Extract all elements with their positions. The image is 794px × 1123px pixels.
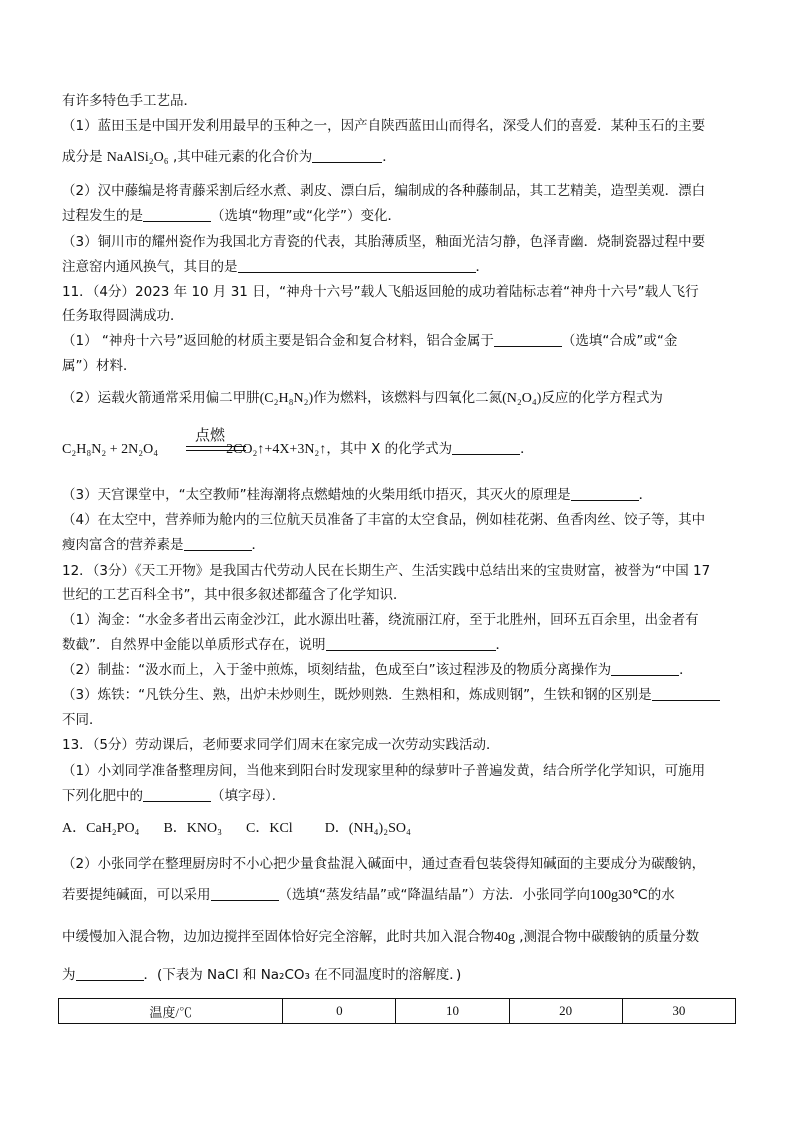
question-12-cont: 世纪的工艺百科全书”，其中很多叙述都蕴含了化学知识． xyxy=(62,587,407,603)
question-12-2: （2）制盐：“汲水而上，入于釜中煎炼，顷刻结盐，色成至白”该过程涉及的物质分离操作为 ． xyxy=(62,662,693,678)
question-11-1-cont: 属”）材料． xyxy=(62,358,137,374)
question-13-2-cont3: 为 ．(下表为 NaCl 和 Na₂CO₃ 在不同温度时的溶解度．) xyxy=(62,967,462,983)
answer-blank[interactable] xyxy=(238,258,476,273)
question-13-2-cont2: 中缓慢加入混合物，边加边搅拌至固体恰好完全溶解，此时共加入混合物40g ,测混合物中碳酸钠的质量分数 xyxy=(62,929,700,945)
table-header-cell: 温度/℃ xyxy=(59,999,283,1024)
question-11-4: （4）在太空中，营养师为舱内的三位航天员准备了丰富的太空食品，例如桂花粥、鱼香肉丝、饺子等，其中 xyxy=(62,512,706,528)
question-11-2: （2）运载火箭通常采用偏二甲肼(C₂H₈N₂)作为燃料，该燃料与四氧化二氮(N₂O₄)反应的化学方程式为 xyxy=(62,390,663,406)
question-11-cont: 任务取得圆满成功． xyxy=(62,308,184,324)
formula-n2o4: (N₂O₄) xyxy=(502,391,542,406)
question-13-1: （1）小刘同学准备整理房间，当他来到阳台时发现家里种的绿萝叶子普遍发黄，结合所学化学知识，可施用 xyxy=(62,763,706,779)
formula-nalsio: NaAlSi₂O₆ xyxy=(106,150,169,165)
question-10-2: （2）汉中藤编是将青藤采割后经水煮、剥皮、漂白后，编制成的各种藤制品，其工艺精美，造型美观．漂白 xyxy=(62,183,706,199)
answer-blank[interactable] xyxy=(494,332,562,347)
answer-blank[interactable] xyxy=(211,886,279,901)
question-11-1: （1） “神舟十六号”返回舱的材质主要是铝合金和复合材料，铝合金属于 （选填“合成”或“金 xyxy=(62,333,678,349)
answer-options xyxy=(62,820,411,838)
table-header-cell: 30 xyxy=(622,999,735,1024)
table-header-cell: 20 xyxy=(509,999,622,1024)
answer-blank[interactable] xyxy=(652,686,720,701)
formula-c2h8n2: (C₂H₈N₂) xyxy=(259,391,314,406)
chemical-equation: C₂H₈N₂ + 2N₂O₄ 2CO₂↑+4X+3N₂↑，其中 X 的化学式为 ． xyxy=(62,441,534,457)
question-10-2-cont: 过程发生的是 （选填“物理”或“化学”）变化． xyxy=(62,208,401,224)
question-10-1-cont: 成分是 NaAlSi₂O₆ ,其中硅元素的化合价为 ． xyxy=(62,149,396,165)
reaction-condition: 点燃 xyxy=(195,426,226,444)
answer-blank[interactable] xyxy=(452,440,520,455)
option-d[interactable]: D．(NH₄)₂SO₄ xyxy=(324,821,411,836)
answer-blank[interactable] xyxy=(76,966,144,981)
answer-blank[interactable] xyxy=(571,486,639,501)
question-10-3: （3）铜川市的耀州瓷作为我国北方青瓷的代表，其胎薄质坚，釉面光洁匀静，色泽青幽．烧制瓷器过程中要 xyxy=(62,234,706,250)
answer-blank[interactable] xyxy=(143,207,211,222)
question-12-1-cont: 数截”．自然界中金能以单质形式存在，说明 ． xyxy=(62,637,509,653)
question-11-4-cont: 瘦肉富含的营养素是 ． xyxy=(62,537,265,553)
question-12-1: （1）淘金：“水金多者出云南金沙江，此水源出吐蕃，绕流丽江府，至于北胜州，回环五百余里，出金者有 xyxy=(62,612,699,628)
solubility-table xyxy=(58,998,736,1024)
table-row xyxy=(59,999,736,1024)
question-13-2: （2）小张同学在整理厨房时不小心把少量食盐混入碱面中，通过查看包装袋得知碱面的主要成分为碳酸钠， xyxy=(62,856,706,872)
answer-blank[interactable] xyxy=(143,787,211,802)
question-10-3-cont: 注意窑内通风换气，其目的是 ． xyxy=(62,259,489,275)
question-11: 11．（4分）2023 年 10 月 31 日，“神舟十六号”载人飞船返回舱的成功着陆标志着“神舟十六号”载人飞行 xyxy=(62,284,699,300)
question-12: 12．（3分）《天工开物》是我国古代劳动人民在长期生产、生活实践中总结出来的宝贵财富，被誉为“中国 17 xyxy=(62,563,711,579)
question-13-2-cont: 若要提纯碱面，可以采用 （选填“蒸发结晶”或“降温结晶”）方法．小张同学向100g30℃的水 xyxy=(62,887,675,903)
answer-blank[interactable] xyxy=(312,148,382,163)
question-12-3-cont: 不同． xyxy=(62,712,103,728)
text-line: 有许多特色手工艺品． xyxy=(62,93,197,109)
table-header-cell: 10 xyxy=(396,999,509,1024)
answer-blank[interactable] xyxy=(326,636,496,651)
question-11-3: （3）天宫课堂中，“太空教师”桂海潮将点燃蜡烛的火柴用纸巾捂灭，其灭火的原理是 ． xyxy=(62,487,653,503)
question-12-3: （3）炼铁：“凡铁分生、熟，出炉未炒则生，既炒则熟．生熟相和，炼成则钢”，生铁和钢的区别是 xyxy=(62,686,720,704)
answer-blank[interactable] xyxy=(184,536,252,551)
option-a[interactable]: A．CaH₂PO₄ xyxy=(62,821,140,836)
answer-blank[interactable] xyxy=(611,661,679,676)
table-header-cell: 0 xyxy=(283,999,396,1024)
option-b[interactable]: B．KNO₃ xyxy=(163,821,222,836)
option-c[interactable]: C．KCl xyxy=(246,821,293,836)
question-13-1-cont: 下列化肥中的 （填字母）． xyxy=(62,788,286,804)
question-13: 13．（5分）劳动课后，老师要求同学们周末在家完成一次劳动实践活动． xyxy=(62,737,500,753)
question-10-1: （1）蓝田玉是中国开发利用最早的玉种之一，因产自陕西蓝田山而得名，深受人们的喜爱．某种玉石的主要 xyxy=(62,118,706,134)
